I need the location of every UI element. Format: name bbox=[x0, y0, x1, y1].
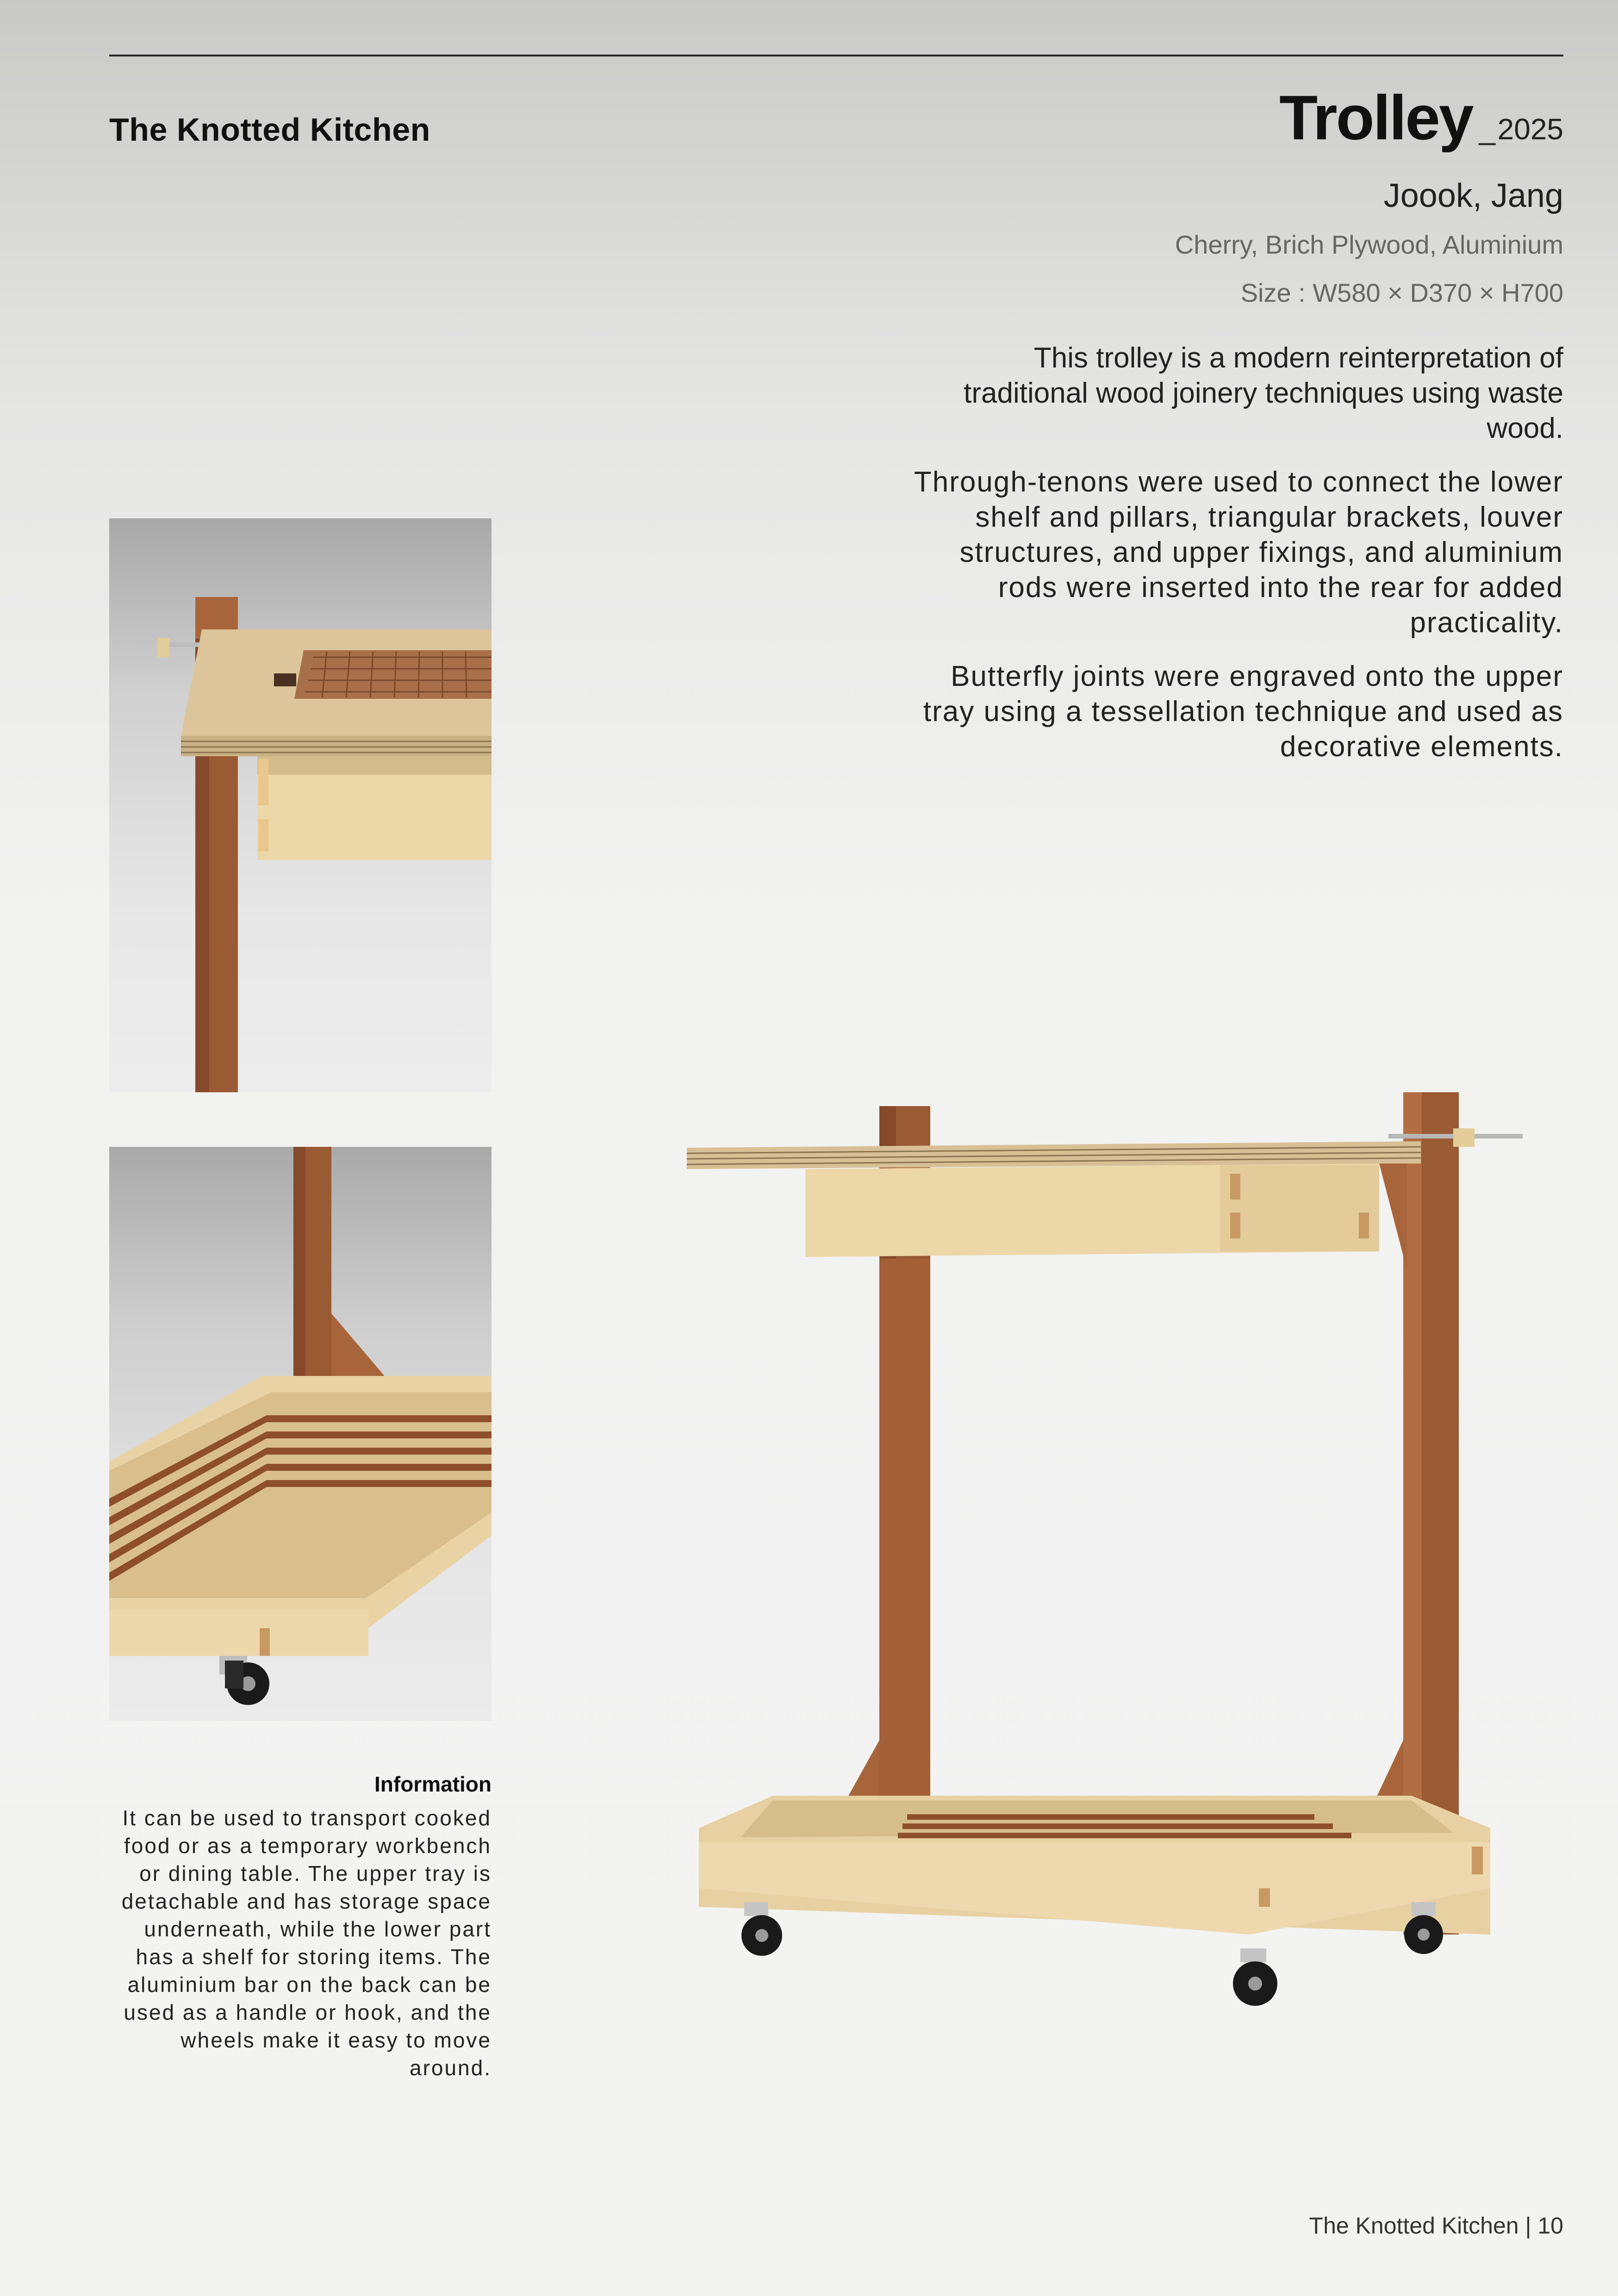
top-rule bbox=[109, 55, 1563, 56]
year-separator: _ bbox=[1479, 112, 1496, 146]
main-product-photo bbox=[666, 1074, 1574, 2055]
product-year: 2025 bbox=[1497, 112, 1563, 146]
detail-photo-bottom bbox=[109, 1147, 492, 1721]
information-heading: Information bbox=[374, 1772, 492, 1796]
information-text: It can be used to transport cooked food or as a temporary workbench or dining table. The upper tray is detachable and has storage space underneath, while the lower part has a shelf for storing items. The aluminium bar on the back can be used as a handle or hook, and the wheels make it easy to move around. bbox=[121, 1806, 492, 2080]
page-footer: The Knotted Kitchen | 10 bbox=[1309, 2213, 1563, 2239]
materials-line: Cherry, Brich Plywood, Aluminium bbox=[1175, 230, 1563, 259]
product-title: Trolley bbox=[1279, 82, 1473, 153]
detail-photo-top bbox=[109, 518, 492, 1092]
size-line: Size : W580 × D370 × H700 bbox=[1240, 278, 1563, 307]
description-paragraph: This trolley is a modern reinterpretation of traditional wood joinery techniques using waste wood. bbox=[964, 342, 1563, 444]
description-paragraph: Through-tenons were used to connect the lower shelf and pillars, triangular brackets, louver structures, and upper fixings, and aluminium rods were inserted into the rear for added practicality. bbox=[914, 466, 1563, 639]
designer-name: Joook, Jang bbox=[1383, 177, 1563, 214]
description bbox=[906, 341, 1563, 783]
brand-title: The Knotted Kitchen bbox=[109, 112, 430, 148]
description-paragraph: Butterfly joints were engraved onto the upper tray using a tessellation technique and used as decorative elements. bbox=[923, 660, 1563, 763]
product-title-block bbox=[1279, 81, 1563, 154]
